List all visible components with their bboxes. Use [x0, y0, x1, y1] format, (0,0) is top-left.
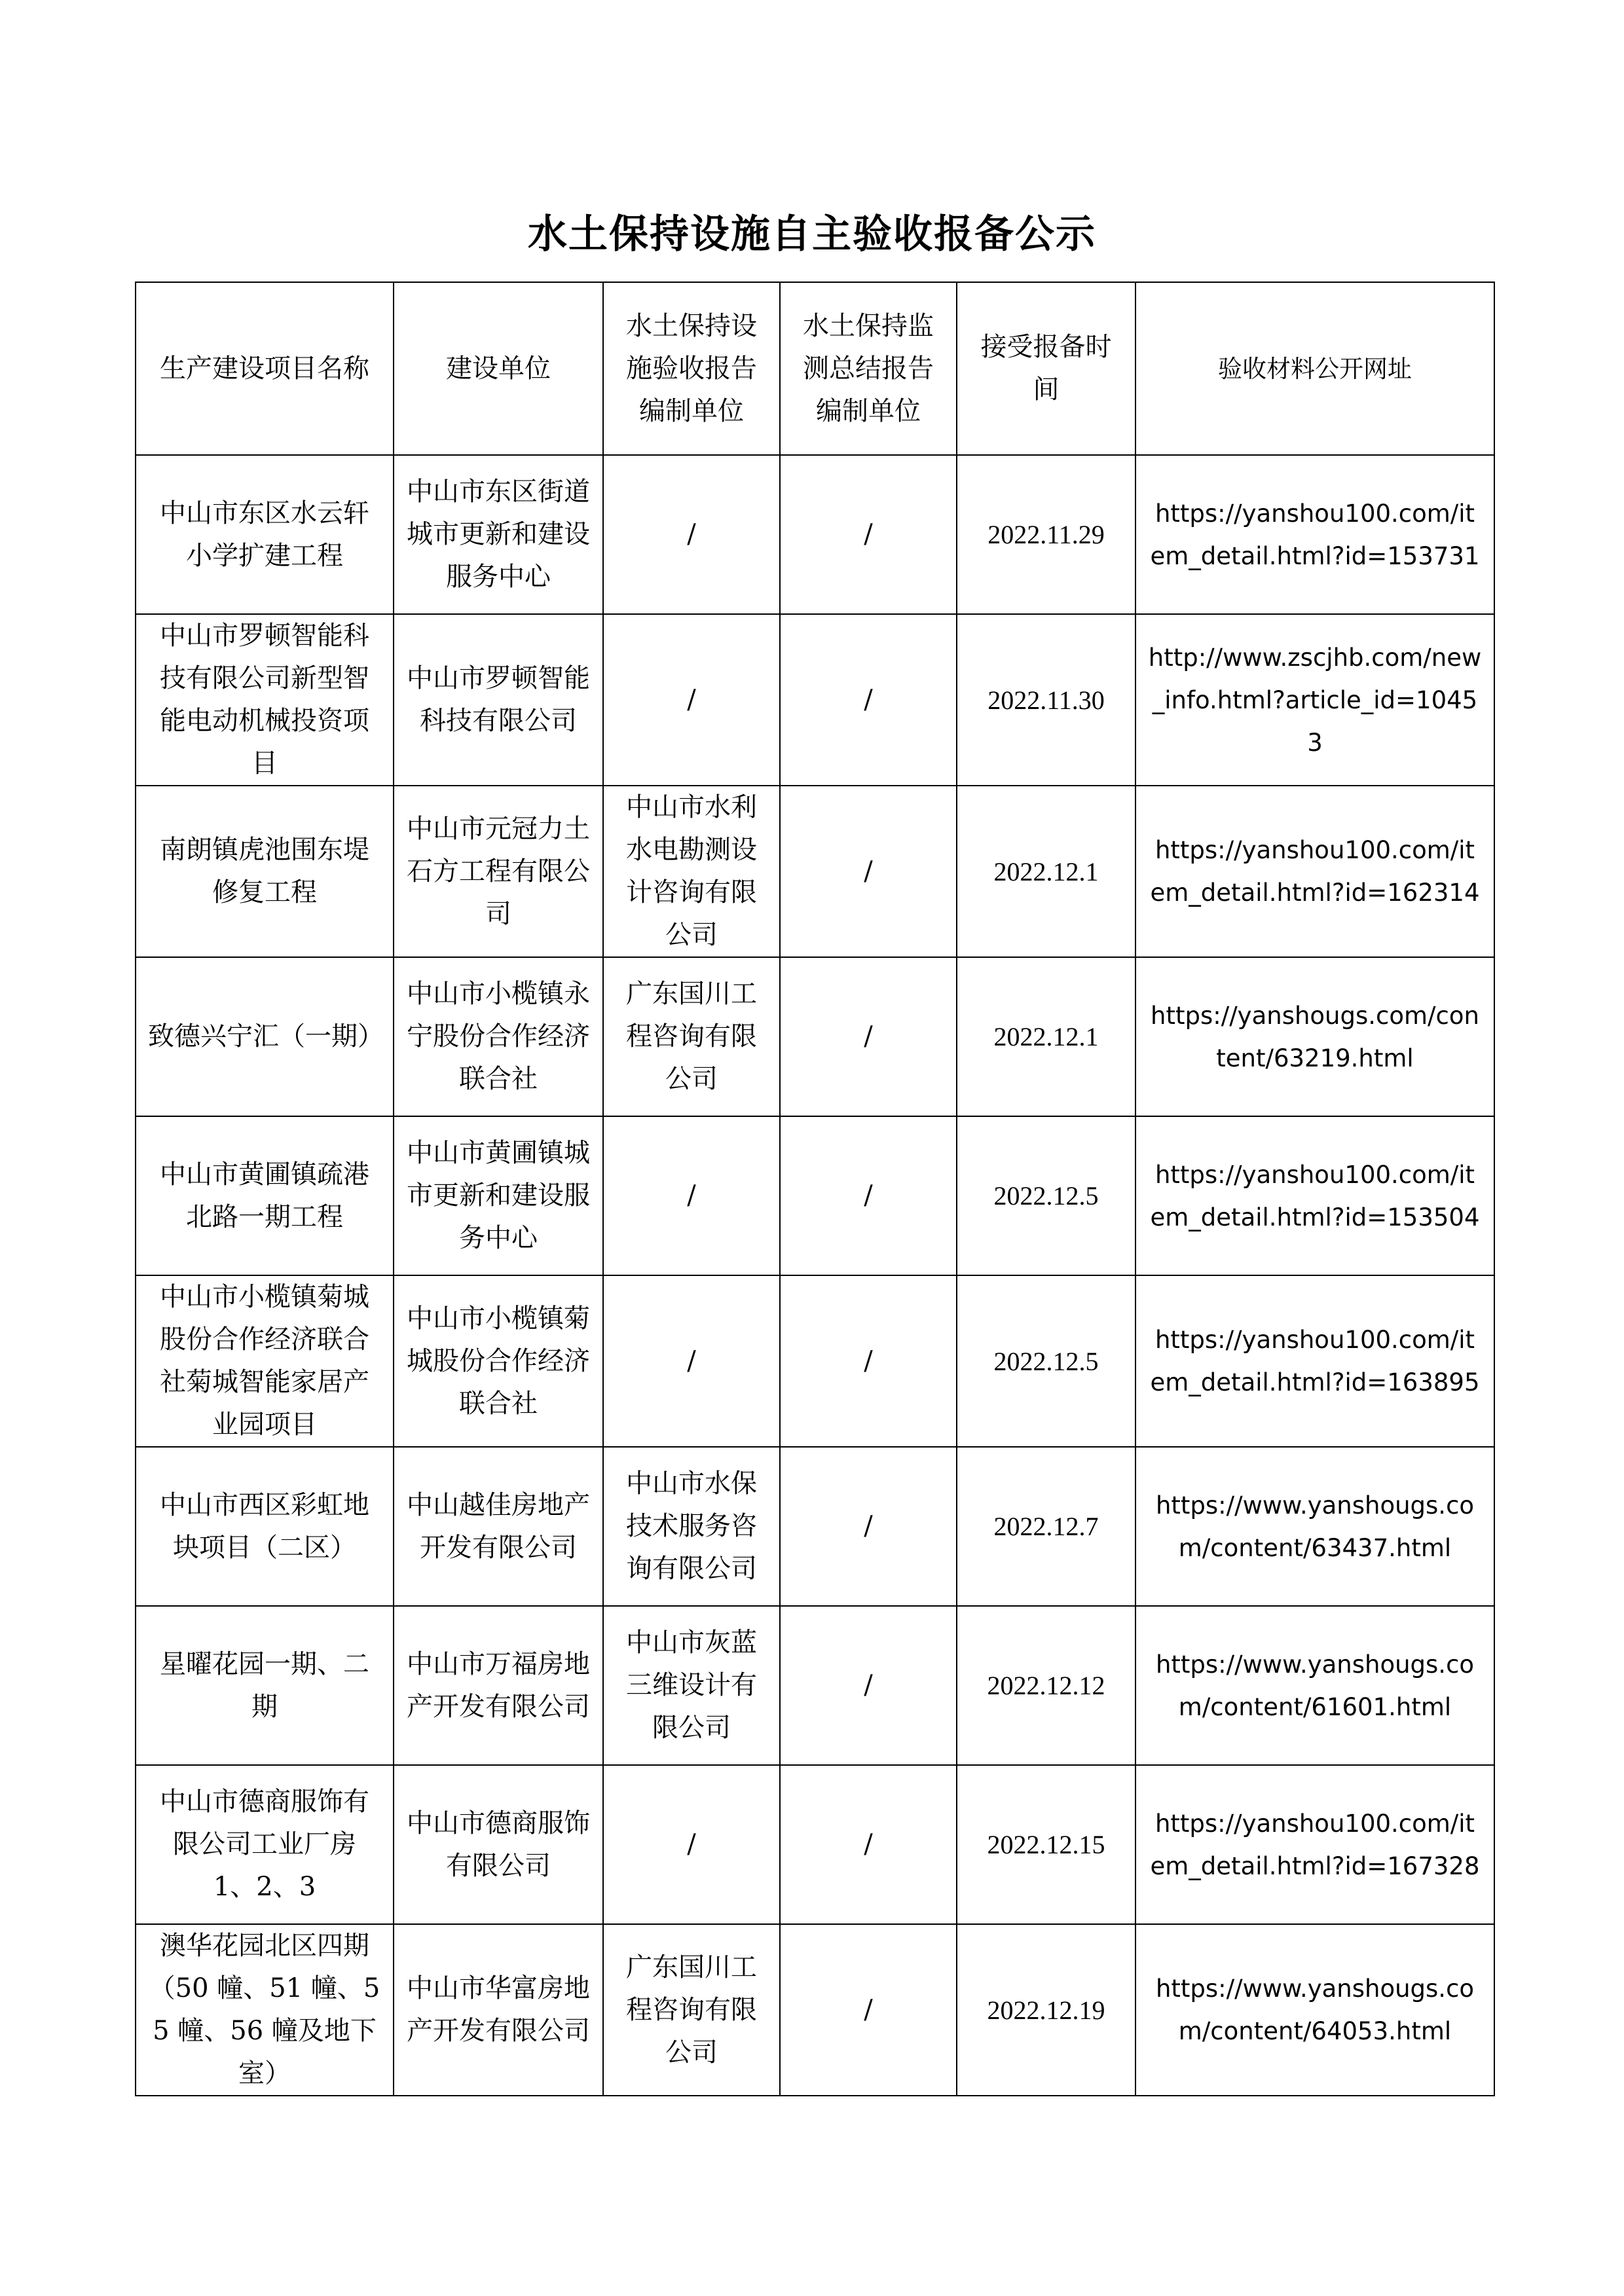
cell-date: 2022.11.30 — [957, 614, 1135, 786]
table-row — [136, 957, 1494, 1116]
cell-builder: 中山市德商服饰有限公司 — [394, 1765, 603, 1924]
cell-date: 2022.12.1 — [957, 786, 1135, 957]
cell-project: 中山市小榄镇菊城股份合作经济联合社菊城智能家居产业园项目 — [136, 1275, 394, 1447]
cell-url[interactable]: https://yanshou100.com/item_detail.html?id=167328 — [1135, 1765, 1494, 1924]
cell-url[interactable]: https://yanshou100.com/item_detail.html?id=162314 — [1135, 786, 1494, 957]
cell-builder: 中山市万福房地产开发有限公司 — [394, 1606, 603, 1765]
cell-monitoring-unit: / — [780, 957, 957, 1116]
cell-builder: 中山市罗顿智能科技有限公司 — [394, 614, 603, 786]
cell-acceptance-unit: / — [603, 1765, 780, 1924]
cell-monitoring-unit: / — [780, 1606, 957, 1765]
cell-project: 星曜花园一期、二期 — [136, 1606, 394, 1765]
cell-date: 2022.12.5 — [957, 1275, 1135, 1447]
cell-acceptance-unit: / — [603, 455, 780, 614]
table-header-row — [136, 282, 1494, 455]
cell-project: 致德兴宁汇（一期） — [136, 957, 394, 1116]
cell-date: 2022.12.5 — [957, 1116, 1135, 1275]
header-project-name: 生产建设项目名称 — [136, 282, 394, 455]
cell-acceptance-unit: / — [603, 1275, 780, 1447]
cell-builder: 中山市东区街道城市更新和建设服务中心 — [394, 455, 603, 614]
cell-monitoring-unit: / — [780, 455, 957, 614]
report-table — [135, 282, 1495, 2096]
cell-acceptance-unit: 广东国川工程咨询有限公司 — [603, 957, 780, 1116]
cell-project: 中山市罗顿智能科技有限公司新型智能电动机械投资项目 — [136, 614, 394, 786]
cell-monitoring-unit: / — [780, 614, 957, 786]
header-acceptance-report-unit: 水土保持设施验收报告编制单位 — [603, 282, 780, 455]
cell-project: 中山市西区彩虹地块项目（二区） — [136, 1447, 394, 1606]
cell-builder: 中山市小榄镇永宁股份合作经济联合社 — [394, 957, 603, 1116]
cell-builder: 中山市小榄镇菊城股份合作经济联合社 — [394, 1275, 603, 1447]
table-row — [136, 786, 1494, 957]
cell-date: 2022.12.15 — [957, 1765, 1135, 1924]
cell-acceptance-unit: / — [603, 1116, 780, 1275]
table-row — [136, 1765, 1494, 1924]
page-title: 水土保持设施自主验收报备公示 — [528, 211, 1096, 257]
cell-project: 中山市德商服饰有限公司工业厂房 1、2、3 — [136, 1765, 394, 1924]
cell-url[interactable]: http://www.zscjhb.com/new_info.html?article_id=10453 — [1135, 614, 1494, 786]
cell-acceptance-unit: 广东国川工程咨询有限公司 — [603, 1924, 780, 2096]
header-public-url: 验收材料公开网址 — [1135, 282, 1494, 455]
cell-monitoring-unit: / — [780, 1924, 957, 2096]
header-filing-date: 接受报备时间 — [957, 282, 1135, 455]
table-row — [136, 1606, 1494, 1765]
cell-monitoring-unit: / — [780, 786, 957, 957]
cell-date: 2022.12.1 — [957, 957, 1135, 1116]
table-row — [136, 1924, 1494, 2096]
table-row — [136, 1447, 1494, 1606]
cell-date: 2022.11.29 — [957, 455, 1135, 614]
cell-acceptance-unit: 中山市灰蓝三维设计有限公司 — [603, 1606, 780, 1765]
cell-acceptance-unit: / — [603, 614, 780, 786]
cell-url[interactable]: https://yanshou100.com/item_detail.html?id=153731 — [1135, 455, 1494, 614]
cell-date: 2022.12.12 — [957, 1606, 1135, 1765]
table-row — [136, 614, 1494, 786]
cell-project: 南朗镇虎池围东堤修复工程 — [136, 786, 394, 957]
table-row — [136, 455, 1494, 614]
cell-monitoring-unit: / — [780, 1275, 957, 1447]
cell-project: 澳华花园北区四期（50 幢、51 幢、55 幢、56 幢及地下室） — [136, 1924, 394, 2096]
header-builder: 建设单位 — [394, 282, 603, 455]
table-row — [136, 1116, 1494, 1275]
cell-date: 2022.12.19 — [957, 1924, 1135, 2096]
table-row — [136, 1275, 1494, 1447]
cell-url[interactable]: https://yanshou100.com/item_detail.html?id=163895 — [1135, 1275, 1494, 1447]
cell-url[interactable]: https://yanshou100.com/item_detail.html?id=153504 — [1135, 1116, 1494, 1275]
cell-url[interactable]: https://www.yanshougs.com/content/64053.html — [1135, 1924, 1494, 2096]
cell-date: 2022.12.7 — [957, 1447, 1135, 1606]
cell-project: 中山市东区水云轩小学扩建工程 — [136, 455, 394, 614]
cell-monitoring-unit: / — [780, 1447, 957, 1606]
cell-builder: 中山越佳房地产开发有限公司 — [394, 1447, 603, 1606]
cell-monitoring-unit: / — [780, 1765, 957, 1924]
cell-builder: 中山市元冠力土石方工程有限公司 — [394, 786, 603, 957]
cell-url[interactable]: https://www.yanshougs.com/content/61601.html — [1135, 1606, 1494, 1765]
header-monitoring-report-unit: 水土保持监测总结报告编制单位 — [780, 282, 957, 455]
cell-url[interactable]: https://www.yanshougs.com/content/63437.html — [1135, 1447, 1494, 1606]
cell-acceptance-unit: 中山市水利水电勘测设计咨询有限公司 — [603, 786, 780, 957]
cell-builder: 中山市华富房地产开发有限公司 — [394, 1924, 603, 2096]
cell-project: 中山市黄圃镇疏港北路一期工程 — [136, 1116, 394, 1275]
cell-builder: 中山市黄圃镇城市更新和建设服务中心 — [394, 1116, 603, 1275]
cell-monitoring-unit: / — [780, 1116, 957, 1275]
cell-acceptance-unit: 中山市水保技术服务咨询有限公司 — [603, 1447, 780, 1606]
cell-url[interactable]: https://yanshougs.com/content/63219.html — [1135, 957, 1494, 1116]
